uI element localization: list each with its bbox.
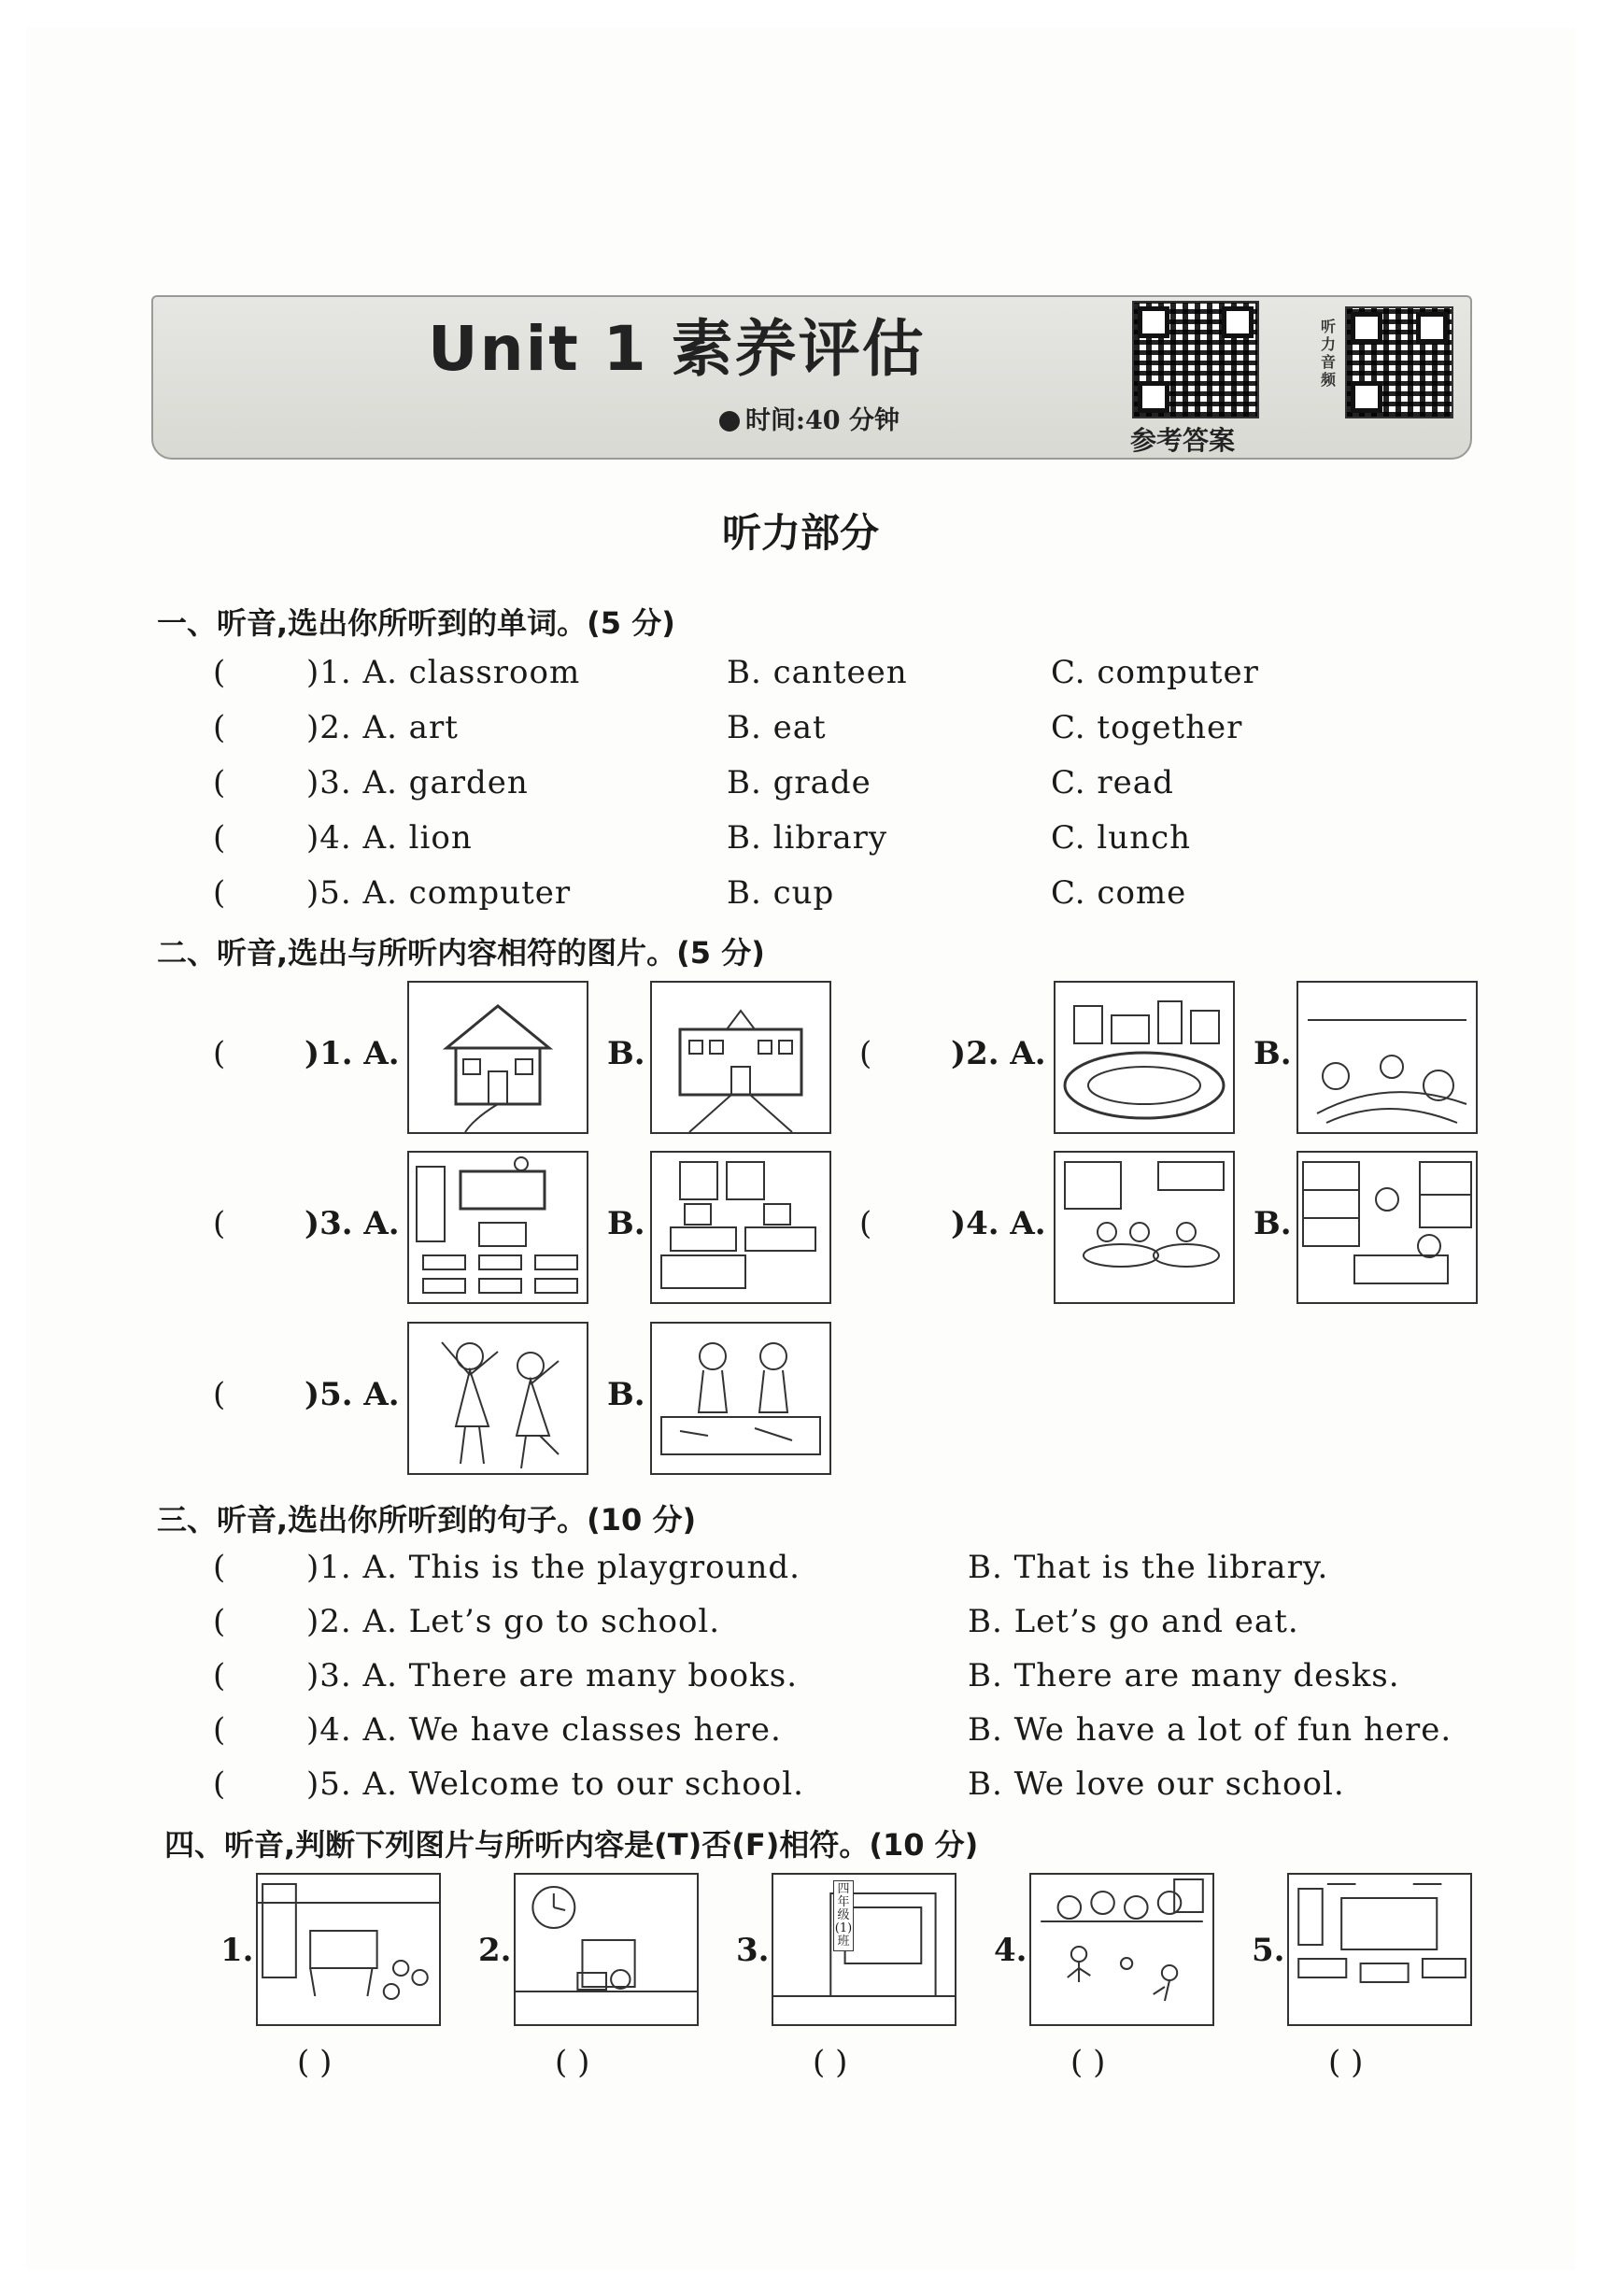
answer-label: 参考答案 bbox=[1130, 425, 1236, 456]
playground-icon bbox=[1054, 981, 1235, 1134]
section-title: 听力部分 bbox=[721, 510, 879, 556]
sentence-b: B. That is the library. bbox=[968, 1549, 1329, 1586]
true-false-blank[interactable]: ( ) bbox=[297, 2044, 333, 2081]
option-a: )4. A. lion bbox=[306, 819, 473, 857]
classroom-icon bbox=[407, 1151, 588, 1304]
school-building-icon bbox=[650, 981, 831, 1134]
computer-room-icon bbox=[650, 1151, 831, 1304]
sentence-b: B. We love our school. bbox=[968, 1765, 1345, 1803]
label-a: )1. A. bbox=[305, 1035, 400, 1072]
option-a: )3. A. garden bbox=[306, 764, 529, 801]
item-number: 1. bbox=[220, 1932, 254, 1969]
classroom-door-icon bbox=[772, 1873, 956, 2026]
part4-heading: 四、听音,判断下列图片与所听内容是(T)否(F)相符。(10 分) bbox=[164, 1827, 979, 1863]
true-false-blank[interactable]: ( ) bbox=[555, 2044, 590, 2081]
true-false-blank[interactable]: ( ) bbox=[1070, 2044, 1106, 2081]
sentence-b: B. Let’s go and eat. bbox=[968, 1603, 1299, 1640]
answer-bracket[interactable]: ( bbox=[213, 819, 226, 857]
label-b: B. bbox=[607, 1376, 645, 1413]
option-a: )2. A. art bbox=[306, 709, 459, 746]
answer-bracket[interactable]: ( bbox=[213, 1603, 226, 1640]
true-false-blank[interactable]: ( ) bbox=[813, 2044, 848, 2081]
part3-heading: 三、听音,选出你所听到的句子。(10 分) bbox=[157, 1502, 697, 1538]
sentence-a: )1. A. This is the playground. bbox=[306, 1549, 800, 1586]
sentence-a: )2. A. Let’s go to school. bbox=[306, 1603, 721, 1640]
label-b: B. bbox=[607, 1035, 645, 1072]
page-title: Unit 1 素养评估 bbox=[428, 313, 926, 385]
item-number: 5. bbox=[1252, 1932, 1285, 1969]
sentence-b: B. We have a lot of fun here. bbox=[968, 1711, 1452, 1749]
label-b: B. bbox=[1254, 1035, 1292, 1072]
dancing-girls-icon bbox=[407, 1322, 588, 1475]
option-a: )1. A. classroom bbox=[306, 654, 581, 691]
library-icon bbox=[1296, 1151, 1478, 1304]
answer-bracket[interactable]: ( bbox=[213, 1711, 226, 1749]
sentence-a: )3. A. There are many books. bbox=[306, 1657, 798, 1694]
part2-heading: 二、听音,选出与所听内容相符的图片。(5 分) bbox=[157, 935, 765, 971]
answer-bracket[interactable]: ( bbox=[859, 1035, 872, 1072]
label-a: )3. A. bbox=[305, 1205, 400, 1242]
option-c: C. lunch bbox=[1051, 819, 1192, 857]
answer-bracket[interactable]: ( bbox=[213, 1035, 226, 1072]
option-b: B. grade bbox=[727, 764, 871, 801]
answer-bracket[interactable]: ( bbox=[859, 1205, 872, 1242]
label-b: B. bbox=[607, 1205, 645, 1242]
option-c: C. come bbox=[1051, 874, 1187, 912]
music-room-icon bbox=[256, 1873, 441, 2026]
label-a: )2. A. bbox=[951, 1035, 1046, 1072]
true-false-blank[interactable]: ( ) bbox=[1328, 2044, 1364, 2081]
drawing-kids-icon bbox=[650, 1322, 831, 1475]
answer-bracket[interactable]: ( bbox=[213, 654, 226, 691]
sentence-a: )5. A. Welcome to our school. bbox=[306, 1765, 804, 1803]
answer-bracket[interactable]: ( bbox=[213, 1205, 226, 1242]
option-b: B. cup bbox=[727, 874, 835, 912]
sentence-b: B. There are many desks. bbox=[968, 1657, 1400, 1694]
option-b: B. library bbox=[727, 819, 888, 857]
option-c: C. read bbox=[1051, 764, 1174, 801]
audio-qr-code-icon[interactable] bbox=[1345, 306, 1453, 418]
answer-bracket[interactable]: ( bbox=[213, 1657, 226, 1694]
option-c: C. together bbox=[1051, 709, 1243, 746]
canteen-icon bbox=[1054, 1151, 1235, 1304]
answer-bracket[interactable]: ( bbox=[213, 1765, 226, 1803]
answer-bracket[interactable]: ( bbox=[213, 709, 226, 746]
garden-icon bbox=[1296, 981, 1478, 1134]
house-icon bbox=[407, 981, 588, 1134]
answer-bracket[interactable]: ( bbox=[213, 1549, 226, 1586]
answer-qr-code-icon[interactable] bbox=[1132, 301, 1259, 418]
option-b: B. eat bbox=[727, 709, 827, 746]
item-number: 4. bbox=[994, 1932, 1027, 1969]
part1-heading: 一、听音,选出你所听到的单词。(5 分) bbox=[157, 605, 675, 641]
playground-kids-icon bbox=[1029, 1873, 1214, 2026]
item-number: 3. bbox=[736, 1932, 770, 1969]
option-b: B. canteen bbox=[727, 654, 908, 691]
answer-bracket[interactable]: ( bbox=[213, 764, 226, 801]
label-b: B. bbox=[1254, 1205, 1292, 1242]
item-number: 2. bbox=[478, 1932, 512, 1969]
clock-icon bbox=[719, 411, 740, 432]
door-sign: 四年级(1)班 bbox=[833, 1880, 854, 1951]
answer-bracket[interactable]: ( bbox=[213, 874, 226, 912]
time-limit bbox=[719, 400, 900, 436]
clock-room-icon bbox=[514, 1873, 699, 2026]
answer-bracket[interactable]: ( bbox=[213, 1376, 226, 1413]
label-a: )4. A. bbox=[951, 1205, 1046, 1242]
option-a: )5. A. computer bbox=[306, 874, 572, 912]
time-text: 时间:40 分钟 bbox=[745, 406, 900, 435]
sentence-a: )4. A. We have classes here. bbox=[306, 1711, 782, 1749]
label-a: )5. A. bbox=[305, 1376, 400, 1413]
computer-classroom-icon bbox=[1287, 1873, 1472, 2026]
option-c: C. computer bbox=[1051, 654, 1259, 691]
audio-label: 听力音频 bbox=[1321, 318, 1337, 389]
